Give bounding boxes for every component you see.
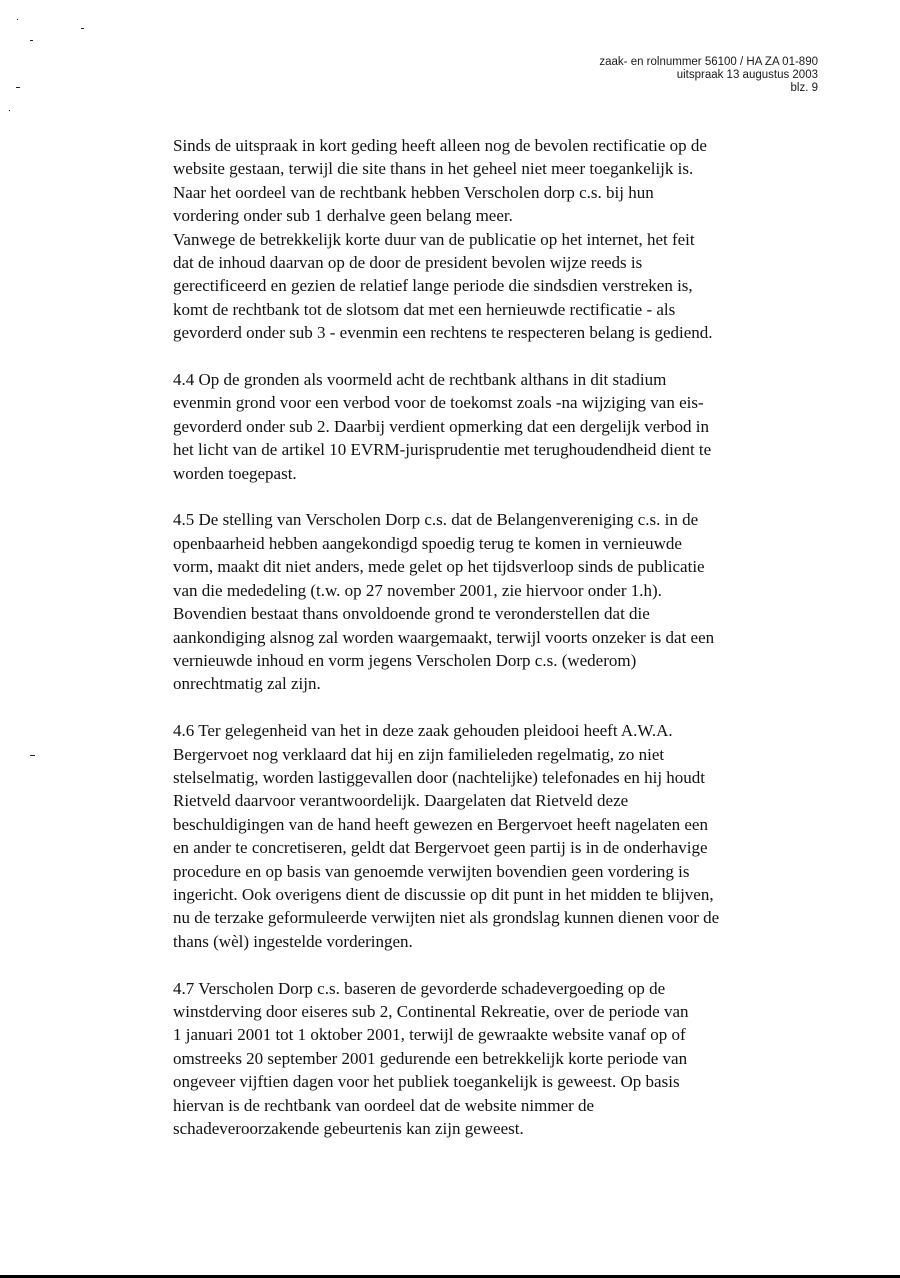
text-line: en ander te concretiseren, geldt dat Bergervoet geen partij is in de onderhavige bbox=[173, 838, 708, 858]
scan-speck bbox=[30, 40, 33, 41]
text-line: het licht van de artikel 10 EVRM-jurisprudentie met terughoudendheid dient te bbox=[173, 440, 712, 460]
text-line: vorm, maakt dit niet anders, mede gelet op het tijdsverloop sinds de publicatie bbox=[173, 557, 705, 577]
text-line: thans (wèl) ingestelde vorderingen. bbox=[173, 931, 413, 951]
text-line: website gestaan, terwijl die site thans in het geheel niet meer toegankelijk is. bbox=[173, 159, 694, 179]
text-line: gevorderd onder sub 3 - evenmin een rechtens te respecteren belang is gediend. bbox=[173, 323, 713, 343]
text-line: 4.5 De stelling van Verscholen Dorp c.s. dat de Belangenvereniging c.s. in de bbox=[173, 510, 699, 530]
document-body bbox=[173, 134, 833, 1164]
scan-speck bbox=[81, 28, 84, 29]
text-line: gevorderd onder sub 2. Daarbij verdient opmerking dat een dergelijk verbod in bbox=[173, 416, 709, 436]
text-line: gerectificeerd en gezien de relatief lange periode die sindsdien verstreken is, bbox=[173, 276, 693, 296]
text-line: Vanwege de betrekkelijk korte duur van de publicatie op het internet, het feit bbox=[173, 229, 695, 249]
paragraph-4-7 bbox=[173, 977, 833, 1141]
text-line: evenmin grond voor een verbod voor de toekomst zoals -na wijziging van eis- bbox=[173, 393, 704, 413]
text-line: beschuldigingen van de hand heeft gewezen en Bergervoet heeft nagelaten een bbox=[173, 814, 708, 834]
text-line: Naar het oordeel van de rechtbank hebben Verscholen dorp c.s. bij hun bbox=[173, 182, 654, 202]
text-line: van die mededeling (t.w. op 27 november 2001, zie hiervoor onder 1.h). bbox=[173, 580, 662, 600]
text-line: vordering onder sub 1 derhalve geen belang meer. bbox=[173, 206, 513, 226]
text-line: ingericht. Ook overigens dient de discussie op dit punt in het midden te blijven, bbox=[173, 884, 714, 904]
text-line: stelselmatig, worden lastiggevallen door (nachtelijke) telefonades en hij houdt bbox=[173, 767, 706, 787]
text-line: 4.4 Op de gronden als voormeld acht de rechtbank althans in dit stadium bbox=[173, 370, 667, 390]
text-line: ongeveer vijftien dagen voor het publiek toegankelijk is geweest. Op basis bbox=[173, 1072, 680, 1092]
text-line: omstreeks 20 september 2001 gedurende een betrekkelijk korte periode van bbox=[173, 1048, 688, 1068]
scan-speck bbox=[17, 19, 18, 20]
paragraph-4-6 bbox=[173, 719, 833, 953]
text-line: hiervan is de rechtbank van oordeel dat de website nimmer de bbox=[173, 1095, 595, 1115]
text-line: schadeveroorzakende gebeurtenis kan zijn geweest. bbox=[173, 1119, 524, 1138]
text-line: openbaarheid hebben aangekondigd spoedig terug te komen in vernieuwde bbox=[173, 533, 682, 553]
paragraph-4-5 bbox=[173, 508, 833, 695]
text-line: Rietveld daarvoor verantwoordelijk. Daargelaten dat Rietveld deze bbox=[173, 791, 629, 811]
text-line: komt de rechtbank tot de slotsom dat met een hernieuwde rectificatie - als bbox=[173, 299, 676, 319]
paragraph-intro bbox=[173, 134, 833, 345]
case-number: zaak- en rolnummer 56100 / HA ZA 01-890 bbox=[599, 56, 818, 68]
page-header bbox=[599, 56, 818, 95]
text-line: winstderving door eiseres sub 2, Continental Rekreatie, over de periode van bbox=[173, 1001, 689, 1021]
text-line: procedure en op basis van genoemde verwijten bovendien geen vordering is bbox=[173, 861, 690, 881]
text-line: 4.6 Ter gelegenheid van het in deze zaak gehouden pleidooi heeft A.W.A. bbox=[173, 721, 673, 741]
text-line: Bovendien bestaat thans onvoldoende grond te veronderstellen dat die bbox=[173, 604, 650, 624]
page-number: blz. 9 bbox=[790, 82, 818, 94]
text-line: onrechtmatig zal zijn. bbox=[173, 674, 321, 694]
text-line: dat de inhoud daarvan op de door de president bevolen wijze reeds is bbox=[173, 253, 643, 273]
text-line: nu de terzake geformuleerde verwijten niet als grondslag kunnen dienen voor de bbox=[173, 908, 720, 928]
text-line: Bergervoet nog verklaard dat hij en zijn familieleden regelmatig, zo niet bbox=[173, 744, 665, 764]
scan-speck bbox=[9, 110, 10, 111]
ruling-date: uitspraak 13 augustus 2003 bbox=[676, 69, 818, 81]
scan-speck bbox=[16, 87, 20, 88]
text-line: Sinds de uitspraak in kort geding heeft alleen nog de bevolen rectificatie op de bbox=[173, 136, 707, 155]
text-line: vernieuwde inhoud en vorm jegens Verscholen Dorp c.s. (wederom) bbox=[173, 650, 637, 670]
scan-speck bbox=[30, 755, 35, 756]
text-line: worden toegepast. bbox=[173, 463, 297, 483]
paragraph-4-4 bbox=[173, 368, 833, 485]
text-line: 1 januari 2001 tot 1 oktober 2001, terwijl de gewraakte website vanaf op of bbox=[173, 1025, 686, 1045]
text-line: 4.7 Verscholen Dorp c.s. baseren de gevorderde schadevergoeding op de bbox=[173, 978, 666, 998]
text-line: aankondiging alsnog zal worden waargemaakt, terwijl voorts onzeker is dat een bbox=[173, 627, 715, 647]
